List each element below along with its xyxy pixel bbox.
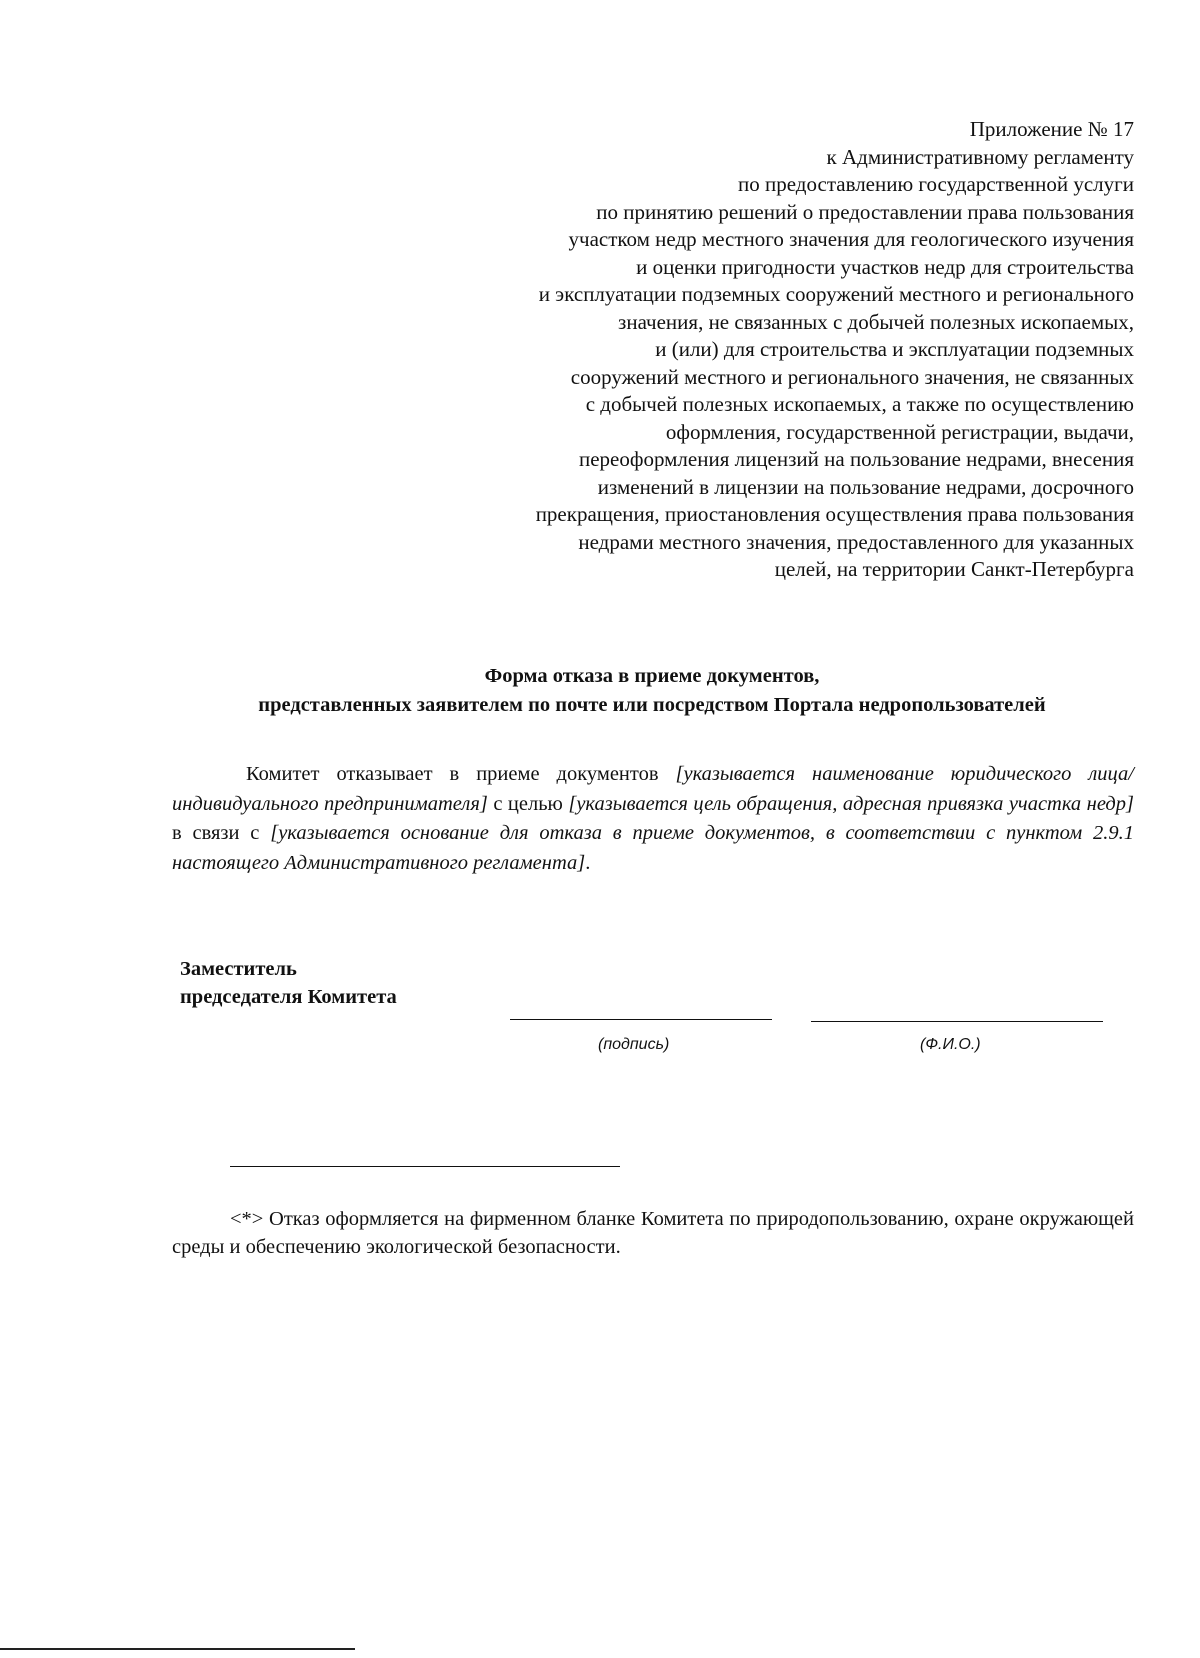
appendix-line: и эксплуатации подземных сооружений местного и регионального: [538, 282, 1134, 306]
body-text-part: с целью: [487, 792, 569, 815]
appendix-line: изменений в лицензии на пользование недрами, досрочного: [597, 474, 1134, 499]
body-text-part: .: [585, 851, 591, 874]
signer-title-line-1: Заместитель: [180, 958, 297, 980]
footnote-divider: [230, 1166, 620, 1167]
body-text-part: в связи с: [172, 822, 271, 844]
appendix-line: прекращения, приостановления осуществления права пользования: [535, 502, 1134, 526]
form-title: [170, 662, 1134, 719]
appendix-line: участком недр местного значения для геологического изучения: [568, 227, 1134, 251]
appendix-line: по предоставлению государственной услуги: [738, 172, 1134, 196]
appendix-line: сооружений местного и регионального значения, не связанных: [570, 364, 1134, 389]
appendix-line: к Административному регламенту: [826, 144, 1134, 169]
appendix-line: значения, не связанных с добычей полезных ископаемых,: [618, 309, 1134, 334]
scan-edge-mark: [0, 1648, 355, 1650]
form-title-line-1: Форма отказа в приеме документов,: [484, 665, 820, 687]
appendix-line: целей, на территории Санкт-Петербурга: [774, 557, 1134, 581]
body-placeholder-purpose: [указывается цель обращения, адресная привязка участка недр]: [568, 792, 1135, 815]
signer-title: [180, 955, 397, 1011]
name-caption: (Ф.И.О.): [920, 1036, 981, 1053]
appendix-line: оформления, государственной регистрации, выдачи,: [665, 419, 1134, 444]
signature-line: [510, 1019, 772, 1020]
body-text-part: Комитет отказывает в приеме документов: [246, 763, 676, 785]
signature-caption: (подпись): [598, 1036, 670, 1053]
appendix-header: [374, 116, 1134, 584]
name-line: [811, 1021, 1103, 1022]
appendix-line: и (или) для строительства и эксплуатации подземных: [655, 337, 1134, 361]
appendix-line: и оценки пригодности участков недр для строительства: [636, 254, 1134, 279]
appendix-line: Приложение № 17: [969, 117, 1134, 141]
body-placeholder-applicant: [указывается наименование юридического лица/индивидуального предпринимателя]: [172, 763, 1134, 815]
appendix-line: с добычей полезных ископаемых, а также по осуществлению: [585, 392, 1134, 416]
refusal-body-text: [172, 760, 1134, 878]
appendix-line: недрами местного значения, предоставленного для указанных: [578, 529, 1134, 554]
signer-title-line-2: председателя Комитета: [180, 986, 397, 1008]
footnote: <*> Отказ оформляется на фирменном бланке Комитета по природопользованию, охране окружающей среды и обеспечению экологической безопасности.: [172, 1208, 1134, 1258]
appendix-line: переоформления лицензий на пользование недрами, внесения: [578, 447, 1134, 471]
appendix-line: по принятию решений о предоставлении права пользования: [596, 199, 1134, 224]
form-title-line-2: представленных заявителем по почте или посредством Портала недропользователей: [258, 693, 1046, 716]
body-placeholder-reason: [указывается основание для отказа в приеме документов, в соответствии с пунктом 2.9.1 настоящего Административного регламента]: [172, 822, 1134, 874]
